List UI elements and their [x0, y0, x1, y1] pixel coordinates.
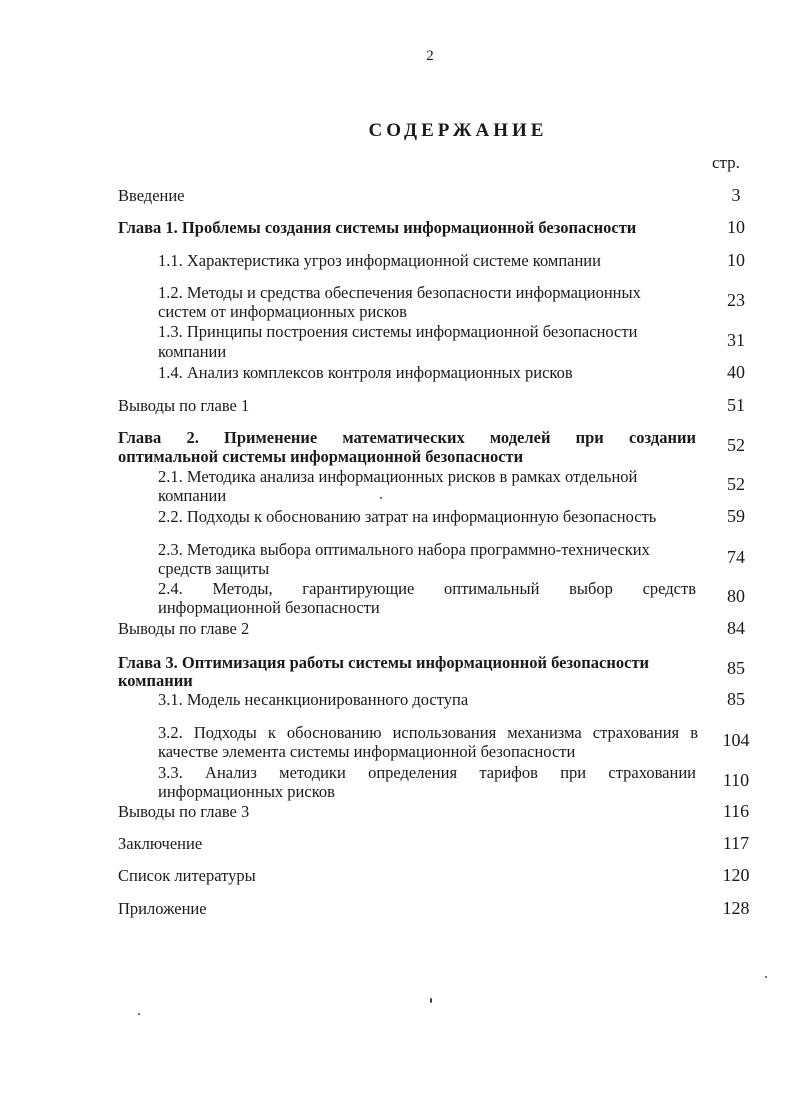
toc-entry-page: 10 [727, 217, 745, 237]
toc-entry-text: Введение [118, 186, 185, 205]
toc-entry-page: 85 [727, 658, 745, 678]
toc-entry-text-line2: компании [158, 342, 227, 361]
toc-entry-text: Приложение [118, 899, 207, 918]
toc-entry-text: Выводы по главе 1 [118, 396, 250, 415]
toc-entry-page: 3 [731, 185, 741, 205]
toc-entry-page: 51 [727, 395, 745, 415]
toc-entry-text-line2: компании [118, 671, 193, 690]
toc-entry-page: 84 [727, 618, 745, 638]
toc-entry-text: Выводы по главе 2 [118, 619, 250, 638]
toc-entry-page: 120 [722, 865, 750, 885]
toc-entry-page: 23 [727, 290, 745, 310]
scan-speck [138, 1013, 140, 1015]
toc-entry-text-line2: систем от информационных рисков [158, 302, 407, 321]
toc-entry-text: Заключение [118, 834, 203, 853]
toc-entry-page: 110 [722, 770, 750, 790]
toc-entry-text-line2: оптимальной системы информационной безопасности [118, 447, 524, 466]
toc-entry-page: 31 [727, 330, 745, 350]
toc-entry-page: 52 [727, 474, 745, 494]
toc-entry-page: 59 [727, 506, 745, 526]
toc-entry-text: Выводы по главе 3 [118, 802, 250, 821]
toc-entry-text: Список литературы [118, 866, 256, 885]
toc-title: СОДЕРЖАНИЕ [368, 120, 548, 141]
scan-speck [430, 998, 432, 1003]
scan-speck [765, 976, 767, 978]
toc-entry-text-line2: информационных рисков [158, 782, 335, 801]
toc-entry-page: 74 [727, 547, 745, 567]
toc-entry-page: 116 [722, 801, 750, 821]
toc-entry-page: 85 [727, 689, 745, 709]
toc-entry-text-line2: средств защиты [158, 559, 270, 578]
toc-entry-text-line1: 1.3. Принципы построения системы информационной безопасности [158, 322, 638, 341]
toc-entry-text-line2: качестве элемента системы информационной безопасности [158, 742, 576, 761]
toc-entry-page: 52 [727, 435, 745, 455]
toc-entry-page: 10 [727, 250, 745, 270]
toc-entry-page: 117 [722, 833, 750, 853]
toc-entry-text: 2.2. Подходы к обоснованию затрат на информационную безопасность [158, 507, 657, 526]
toc-entry-text-line1: 3.2. Подходы к обоснованию использования механизма страхования в [158, 723, 698, 742]
toc-entry-text-line1: 2.1. Методика анализа информационных рисков в рамках отдельной [158, 467, 638, 486]
toc-entry-page: 104 [722, 730, 750, 750]
toc-entry-text-line1: Глава 3. Оптимизация работы системы информационной безопасности [118, 653, 650, 672]
toc-entry-text-line1: Глава 2. Применение математических моделей при создании [118, 428, 696, 447]
toc-entry-text-line1: 3.3. Анализ методики определения тарифов при страховании [158, 763, 696, 782]
page-number: 2 [426, 48, 434, 64]
toc-entry-text: 3.1. Модель несанкционированного доступа [158, 690, 469, 709]
toc-entry-text: 1.1. Характеристика угроз информационной системе компании [158, 251, 601, 270]
toc-entry-text-line2: информационной безопасности [158, 598, 380, 617]
scan-speck [380, 497, 382, 499]
toc-entry-text-line1: 2.4. Методы, гарантирующие оптимальный выбор средств [158, 579, 696, 598]
toc-entry-page: 80 [727, 586, 745, 606]
toc-entry-text-line2: компании [158, 486, 227, 505]
toc-entry-text: 1.4. Анализ комплексов контроля информационных рисков [158, 363, 573, 382]
page-column-label: стр. [712, 153, 740, 172]
toc-entry-text-line1: 1.2. Методы и средства обеспечения безопасности информационных [158, 283, 641, 302]
toc-entry-text-line1: 2.3. Методика выбора оптимального набора программно-технических [158, 540, 650, 559]
toc-entry-text: Глава 1. Проблемы создания системы информационной безопасности [118, 218, 637, 237]
toc-entry-page: 40 [727, 362, 745, 382]
toc-entry-page: 128 [722, 898, 750, 918]
